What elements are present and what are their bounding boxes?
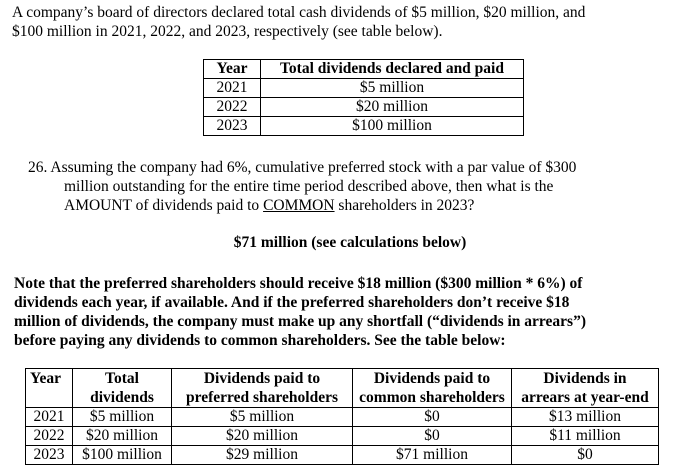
header-total-dividends: Total dividends declared and paid: [261, 60, 524, 79]
dividends-table: [203, 59, 524, 136]
intro-line: A company’s board of directors declared total cash dividends of $5 million, $20 million, and: [12, 4, 586, 21]
cell-arrears: $0: [512, 446, 659, 465]
header-arrears: Dividends in arrears at year-end: [512, 369, 659, 408]
header-year: Year: [204, 60, 261, 79]
table-row: [204, 117, 524, 136]
header-common: Dividends paid to common shareholders: [353, 369, 512, 408]
cell-year: 2022: [204, 98, 261, 117]
common-emphasis: COMMON: [263, 197, 335, 214]
cell-common: $71 million: [353, 446, 512, 465]
note-line: million of dividends, the company must make up any shortfall (“dividends in arrears”): [14, 313, 586, 330]
question-text: shareholders in 2023?: [334, 197, 475, 214]
question-text: AMOUNT of dividends paid to: [64, 197, 264, 214]
cell-preferred: $20 million: [172, 427, 353, 446]
cell-total: $5 million: [73, 408, 172, 427]
cell-year: 2021: [26, 408, 73, 427]
table-header-row: [26, 369, 659, 408]
question-line: [28, 196, 688, 215]
cell-arrears: $11 million: [512, 427, 659, 446]
cell-year: 2023: [26, 446, 73, 465]
header-total-dividends: Total dividends: [73, 369, 172, 408]
note-paragraph: [14, 274, 694, 350]
intro-line: $100 million in 2021, 2022, and 2023, respectively (see table below).: [12, 23, 443, 40]
cell-common: $0: [353, 408, 512, 427]
question-line: 26. Assuming the company had 6%, cumulative preferred stock with a par value of $300: [28, 159, 577, 176]
cell-year: 2022: [26, 427, 73, 446]
cell-total: $20 million: [261, 98, 524, 117]
cell-total: $100 million: [261, 117, 524, 136]
cell-year: 2021: [204, 79, 261, 98]
question-26: [28, 158, 688, 215]
cell-total: $20 million: [73, 427, 172, 446]
table-header-row: [204, 60, 524, 79]
answer: $71 million (see calculations below): [233, 234, 467, 251]
cell-total: $5 million: [261, 79, 524, 98]
cell-preferred: $29 million: [172, 446, 353, 465]
arrears-table: [25, 368, 659, 465]
header-year: Year: [26, 369, 73, 408]
table-row: [26, 446, 659, 465]
intro-paragraph: [12, 3, 692, 41]
header-preferred: Dividends paid to preferred shareholders: [172, 369, 353, 408]
question-line: million outstanding for the entire time period described above, then what is the: [64, 178, 554, 195]
cell-common: $0: [353, 427, 512, 446]
note-line: Note that the preferred shareholders should receive $18 million ($300 million * 6%) of: [14, 275, 583, 292]
table-row: [26, 427, 659, 446]
table-row: [204, 79, 524, 98]
note-line: before paying any dividends to common shareholders. See the table below:: [14, 332, 506, 349]
cell-total: $100 million: [73, 446, 172, 465]
cell-preferred: $5 million: [172, 408, 353, 427]
note-line: dividends each year, if available. And if the preferred shareholders don’t receive $18: [14, 294, 570, 311]
table-row: [26, 408, 659, 427]
table-row: [204, 98, 524, 117]
cell-year: 2023: [204, 117, 261, 136]
cell-arrears: $13 million: [512, 408, 659, 427]
